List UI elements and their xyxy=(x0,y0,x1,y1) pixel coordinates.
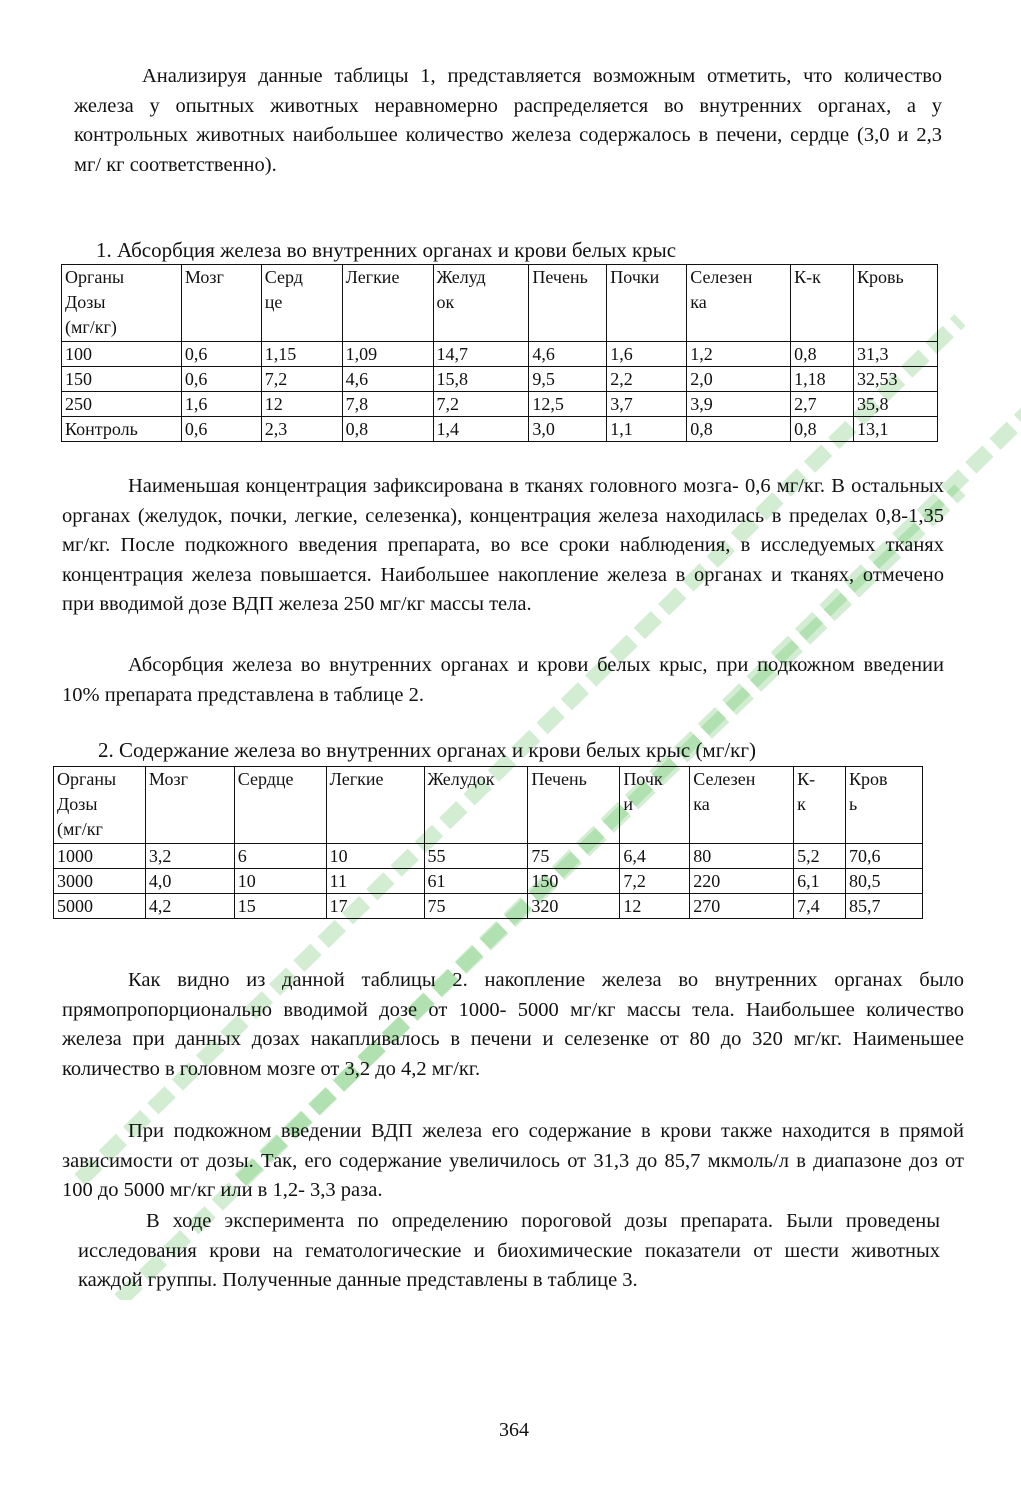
table1-row xyxy=(62,342,938,367)
table1-header-line: Кровь xyxy=(857,267,904,287)
table2-cell: 7,4 xyxy=(794,894,846,919)
table1-header-line: (мг/кг) xyxy=(65,317,117,337)
table2-row xyxy=(54,844,923,869)
table1-cell: 100 xyxy=(62,342,182,367)
table2-header-line: Печень xyxy=(531,769,587,789)
table1-cell: 0,6 xyxy=(181,342,261,367)
table1-header-cell xyxy=(529,265,607,342)
table2-cell: 1000 xyxy=(54,844,146,869)
table1-header-cell xyxy=(607,265,687,342)
table1-cell: 2,2 xyxy=(607,367,687,392)
table2-cell: 80,5 xyxy=(846,869,923,894)
table1-cell: 1,1 xyxy=(607,417,687,442)
table1-cell: 7,2 xyxy=(261,367,342,392)
table1-cell: 3,9 xyxy=(687,392,791,417)
table2-header-line: Почк xyxy=(623,769,663,789)
table1-header-cell xyxy=(181,265,261,342)
table2-header-line: К- xyxy=(797,769,816,789)
table1-cell: 1,6 xyxy=(181,392,261,417)
table2-cell: 320 xyxy=(528,894,620,919)
table2-cell: 61 xyxy=(424,869,528,894)
table1 xyxy=(61,264,938,442)
table2-header-line: Легкие xyxy=(329,769,384,789)
table2-header-row xyxy=(54,767,923,844)
table1-header-line: це xyxy=(264,292,283,312)
table1-cell: 15,8 xyxy=(433,367,529,392)
closing-text-3: В ходе эксперимента по определению пороговой дозы препарата. Были проведены исследования крови на гематологические и биохимические показатели от шести животных каждой группы. Полученные данные представлены в таблице 3. xyxy=(78,1210,940,1291)
table2-cell: 11 xyxy=(326,869,424,894)
table2-cell: 85,7 xyxy=(846,894,923,919)
table1-header-line: Селезен xyxy=(690,267,753,287)
table1-cell: 3,0 xyxy=(529,417,607,442)
table1-caption: 1. Абсорбция железа во внутренних органах и крови белых крыс xyxy=(96,238,677,262)
table2-row xyxy=(54,869,923,894)
table2-cell: 75 xyxy=(424,894,528,919)
middle-text-2: Абсорбция железа во внутренних органах и крови белых крыс, при подкожном введении 10% препарата представлена в таблице 2. xyxy=(62,654,944,706)
table1-cell: 0,8 xyxy=(687,417,791,442)
table2-header-cell xyxy=(528,767,620,844)
intro-text: Анализируя данные таблицы 1, представляется возможным отметить, что количество железа у опытных животных неравномерно распределяется во внутренних органах, а у контрольных животных наибольшее количество железа содержалось в печени, сердце (3,0 и 2,3 мг/ кг соответственно). xyxy=(74,65,942,176)
middle-paragraph-2 xyxy=(62,651,944,710)
table2-header-line: ь xyxy=(849,794,858,814)
table2-cell: 6,4 xyxy=(620,844,690,869)
table1-cell: 250 xyxy=(62,392,182,417)
table2-header-line: Органы xyxy=(57,769,117,789)
table2-header-cell xyxy=(794,767,846,844)
table1-cell: 4,6 xyxy=(342,367,433,392)
table2-cell: 15 xyxy=(234,894,326,919)
table2-header-cell xyxy=(54,767,146,844)
table1-cell: 35,8 xyxy=(854,392,938,417)
table1-header-cell xyxy=(854,265,938,342)
table2-header-cell xyxy=(620,767,690,844)
table1-header-cell xyxy=(687,265,791,342)
table1-cell: Контроль xyxy=(62,417,182,442)
table2-cell: 220 xyxy=(690,869,794,894)
table1-cell: 12 xyxy=(261,392,342,417)
table2-header-cell xyxy=(326,767,424,844)
table2-header-line: Дозы xyxy=(57,794,98,814)
table2-header-line: Сердце xyxy=(237,769,294,789)
table2-cell: 12 xyxy=(620,894,690,919)
table1-header-line: Органы xyxy=(65,267,125,287)
table1-header-row xyxy=(62,265,938,342)
table1-header-cell xyxy=(62,265,182,342)
table2-cell: 6 xyxy=(234,844,326,869)
closing-paragraph-3 xyxy=(78,1207,940,1296)
table1-cell: 4,6 xyxy=(529,342,607,367)
table1-cell: 7,2 xyxy=(433,392,529,417)
intro-paragraph xyxy=(74,62,942,180)
table2-cell: 3000 xyxy=(54,869,146,894)
table1-header-line: Желуд xyxy=(436,267,486,287)
table1-cell: 0,8 xyxy=(791,417,854,442)
table1-cell: 0,6 xyxy=(181,417,261,442)
table1-cell: 13,1 xyxy=(854,417,938,442)
table2-cell: 4,2 xyxy=(145,894,234,919)
table1-cell: 150 xyxy=(62,367,182,392)
table1-row xyxy=(62,392,938,417)
table1-cell: 1,15 xyxy=(261,342,342,367)
table1-cell: 7,8 xyxy=(342,392,433,417)
table2-cell: 70,6 xyxy=(846,844,923,869)
closing-text-1: Как видно из данной таблицы 2. накопление железа во внутренних органах было прямопропорционально вводимой дозе от 1000- 5000 мг/кг массы тела. Наибольшее количество железа при данных дозах накапливалось в печени и селезенке от 80 до 320 мг/кг. Наименьшее количество в головном мозге от 3,2 до 4,2 мг/кг. xyxy=(62,969,964,1080)
table1-header-line: Почки xyxy=(610,267,660,287)
table1-header-line: Дозы xyxy=(65,292,106,312)
table1-cell: 31,3 xyxy=(854,342,938,367)
closing-paragraph-2 xyxy=(62,1117,964,1206)
table2-cell: 6,1 xyxy=(794,869,846,894)
table1-header-line: Серд xyxy=(264,267,303,287)
table1-header-line: К-к xyxy=(794,267,821,287)
table1-cell: 0,6 xyxy=(181,367,261,392)
table2-header-line: Кров xyxy=(849,769,888,789)
table2 xyxy=(53,766,923,919)
table2-header-line: и xyxy=(623,794,633,814)
table2-cell: 17 xyxy=(326,894,424,919)
table1-cell: 2,0 xyxy=(687,367,791,392)
table2-header-line: (мг/кг xyxy=(57,819,103,839)
table1-cell: 0,8 xyxy=(791,342,854,367)
table2-cell: 4,0 xyxy=(145,869,234,894)
table1-header-line: Легкие xyxy=(345,267,400,287)
table1-header-cell xyxy=(261,265,342,342)
table2-header-line: Желудок xyxy=(427,769,495,789)
table2-cell: 5,2 xyxy=(794,844,846,869)
table1-header-line: Печень xyxy=(532,267,588,287)
table2-body xyxy=(54,767,923,919)
table2-header-cell xyxy=(690,767,794,844)
table1-header-line: Мозг xyxy=(184,267,224,287)
table2-cell: 3,2 xyxy=(145,844,234,869)
middle-paragraph-1 xyxy=(62,472,944,620)
table1-cell: 1,09 xyxy=(342,342,433,367)
table1-cell: 9,5 xyxy=(529,367,607,392)
table2-cell: 5000 xyxy=(54,894,146,919)
table1-cell: 1,6 xyxy=(607,342,687,367)
table1-header-line: ка xyxy=(690,292,707,312)
table1-cell: 1,4 xyxy=(433,417,529,442)
closing-paragraph-1 xyxy=(62,966,964,1084)
page-number: 364 xyxy=(499,1419,529,1441)
table1-cell: 3,7 xyxy=(607,392,687,417)
table1-header-cell xyxy=(433,265,529,342)
table1-cell: 32,53 xyxy=(854,367,938,392)
closing-text-2: При подкожном введении ВДП железа его содержание в крови также находится в прямой зависимости от дозы. Так, его содержание увеличилось от 31,3 до 85,7 мкмоль/л в диапазоне доз от 100 до 5000 мг/кг или в 1,2- 3,3 раза. xyxy=(62,1120,964,1201)
table1-cell: 14,7 xyxy=(433,342,529,367)
table2-cell: 7,2 xyxy=(620,869,690,894)
table1-cell: 2,7 xyxy=(791,392,854,417)
table2-header-line: Мозг xyxy=(148,769,188,789)
table1-cell: 1,2 xyxy=(687,342,791,367)
table2-cell: 10 xyxy=(234,869,326,894)
table1-row xyxy=(62,367,938,392)
table1-cell: 1,18 xyxy=(791,367,854,392)
table2-cell: 270 xyxy=(690,894,794,919)
table1-header-cell xyxy=(342,265,433,342)
table1-header-line: ок xyxy=(436,292,455,312)
table2-cell: 10 xyxy=(326,844,424,869)
table2-header-line: ка xyxy=(693,794,710,814)
table1-row xyxy=(62,417,938,442)
middle-text-1: Наименьшая концентрация зафиксирована в тканях головного мозга- 0,6 мг/кг. В остальных органах (желудок, почки, легкие, селезенка), концентрация железа находилась в пределах 0,8-1,35 мг/кг. После подкожного введения препарата, во все сроки наблюдения, в исследуемых тканях концентрация железа повышается. Наибольшее накопление железа в органах и тканях, отмечено при вводимой дозе ВДП железа 250 мг/кг массы тела. xyxy=(62,475,944,615)
table2-header-cell xyxy=(846,767,923,844)
table2-cell: 80 xyxy=(690,844,794,869)
table2-header-cell xyxy=(424,767,528,844)
table2-row xyxy=(54,894,923,919)
table1-cell: 2,3 xyxy=(261,417,342,442)
table2-header-cell xyxy=(145,767,234,844)
table2-caption: 2. Содержание железа во внутренних органах и крови белых крыс (мг/кг) xyxy=(98,738,756,762)
table2-header-line: Селезен xyxy=(693,769,756,789)
table1-cell: 0,8 xyxy=(342,417,433,442)
table1-body xyxy=(62,265,938,442)
table2-header-cell xyxy=(234,767,326,844)
table2-cell: 150 xyxy=(528,869,620,894)
table1-cell: 12,5 xyxy=(529,392,607,417)
table2-header-line: к xyxy=(797,794,806,814)
table2-cell: 75 xyxy=(528,844,620,869)
table2-cell: 55 xyxy=(424,844,528,869)
table1-header-cell xyxy=(791,265,854,342)
